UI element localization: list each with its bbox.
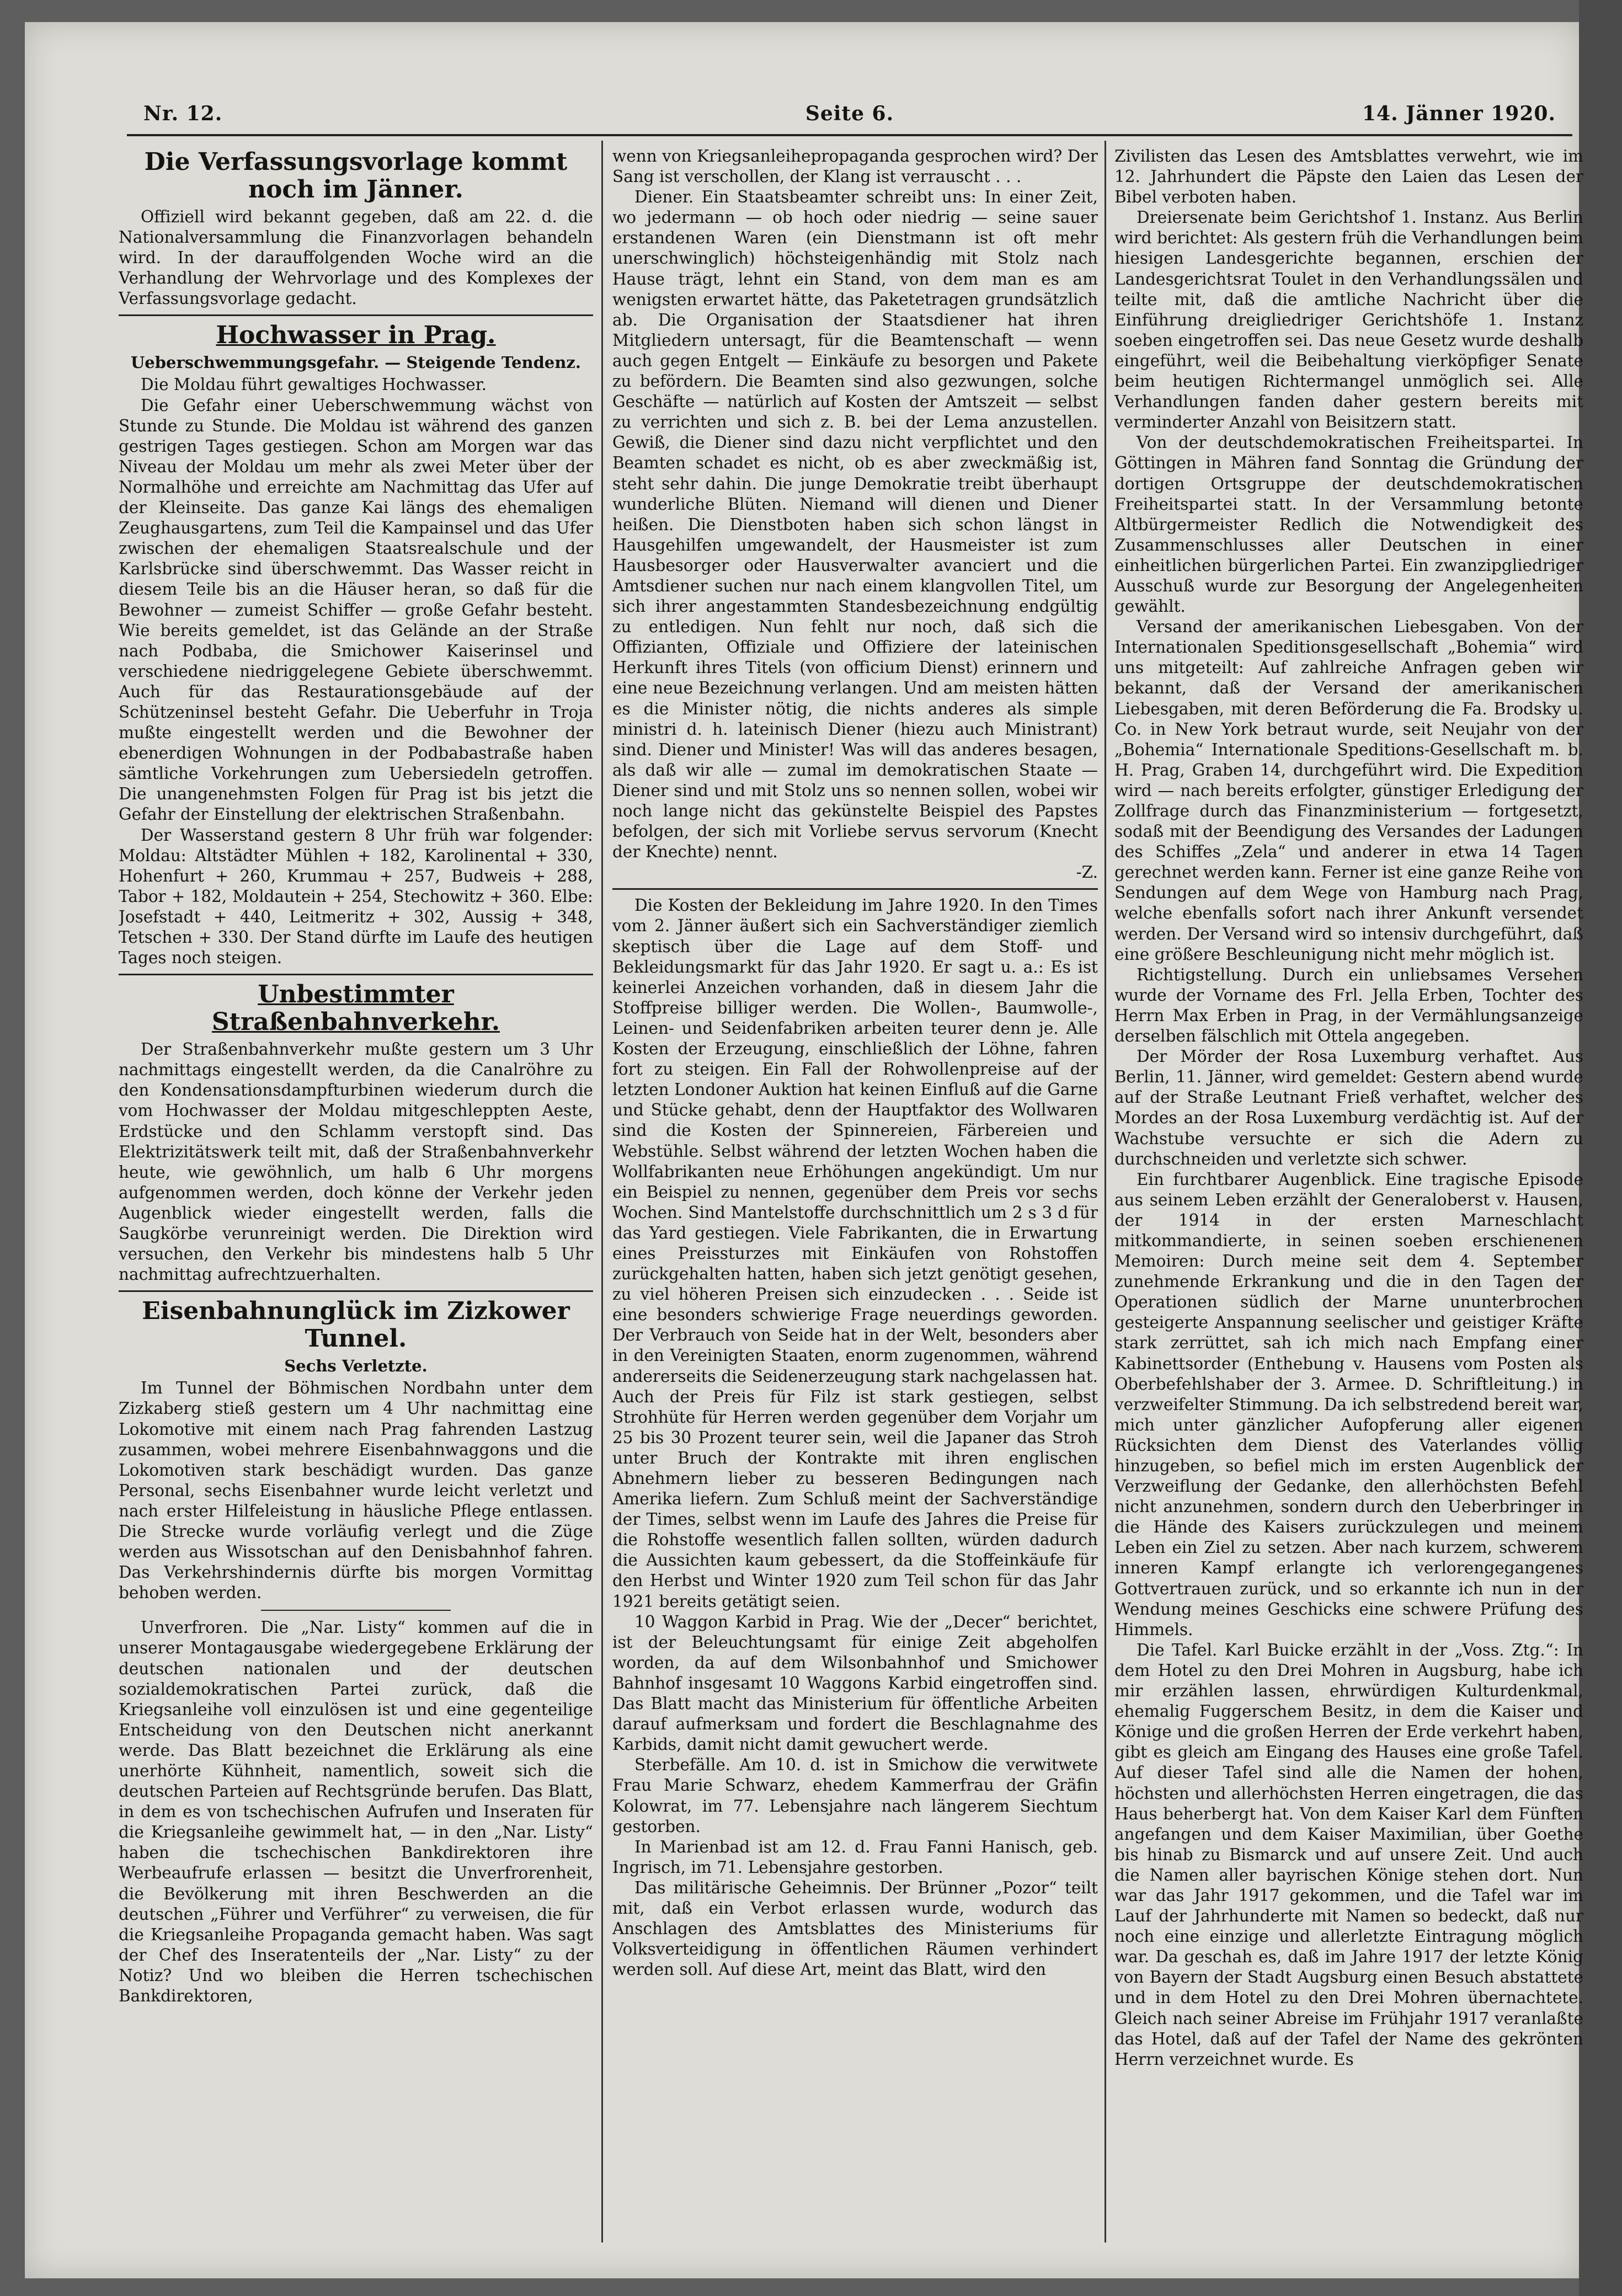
column-rule bbox=[1105, 141, 1106, 2242]
article-paragraph: Im Tunnel der Böhmischen Nordbahn unter dem Zizkaberg stieß gestern um 4 Uhr nachmittag eine Lokomotive mit einem nach Prag fahrenden Lastzug zusammen, wobei mehrere Eisenbahnwaggons und die Lokomotiven stark beschädigt wurden. Das ganze Personal, sechs Eisenbahner wurde leicht verletzt und nach erster Hilfeleistung in häusliche Pflege entlassen. Die Strecke wurde vorläufig verlegt und die Züge werden aus Wissotschan auf den Denisbahnhof fahren. Das Verkehrshindernis dürfte bis morgen Vormittag behoben werden. bbox=[119, 1379, 593, 1603]
article-paragraph: Die Tafel. Karl Buicke erzählt in der „Voss. Ztg.“: In dem Hotel zu den Drei Mohren in Augsburg, habe ich mir erzählen lassen, ehrwürdigen Kulturdenkmal, ehemalig Fuggerschem Besitz, in dem die Kaiser und Könige und die großen Herren der Erde verkehrt haben, gibt es gleich am Eingang des Hauses eine große Tafel. Auf dieser Tafel sind alle die Namen der hohen, höchsten und allerhöchsten Herren eingetragen, die das Haus beherbergt hat. Von dem Kaiser Karl dem Fünften angefangen und dem Kaiser Maximilian, über Goethe bis hinab zu Bismarck und auf unsere Zeit. Und auch die Namen aller bayrischen Könige stehen dort. Nun war das Jahr 1917 gekommen, und die Tafel war im Lauf der Jahrhunderte mit Namen so bedeckt, daß nur noch eine einzige und allerletzte Eintragung möglich war. Da geschah es, daß im Jahre 1917 der letzte König von Bayern der Stadt Augsburg einen Besuch abstattete und in dem Hotel zu den Drei Mohren übernachtete. Gleich nach seiner Abreise im Frühjahr 1917 veranlaßte das Hotel, daß auf der Tafel der Name des gekrönten Herrn verzeichnet wurde. Es bbox=[1114, 1640, 1583, 2069]
article-paragraph: Der Mörder der Rosa Luxemburg verhaftet. Aus Berlin, 11. Jänner, wird gemeldet: Gestern abend wurde auf der Straße Leutnant Frieß verhaftet, welcher des Mordes an der Rosa Luxemburg verdächtig ist. Auf der Wachstube versuchte er sich die Adern zu durchschneiden und verletzte sich schwer. bbox=[1114, 1047, 1583, 1168]
article-paragraph: Der Wasserstand gestern 8 Uhr früh war folgender: Moldau: Altstädter Mühlen + 182, Karolinental + 330, Hohenfurt + 260, Krummau + 257, Budweis + 288, Tabor + 182, Moldautein + 254, Stechowitz + 360. Elbe: Josefstadt + 440, Leitmeritz + 302, Aussig + 348, Tetschen + 330. Der Stand dürfte im Laufe des heutigen Tages noch steigen. bbox=[119, 825, 593, 968]
article-paragraph: Richtigstellung. Durch ein unliebsames Versehen wurde der Vorname des Frl. Jella Erben, Tochter des Herrn Max Erben in Prag, in der Vermählungsanzeige derselben fälschlich mit Ottela angegeben. bbox=[1114, 965, 1583, 1046]
column-3 bbox=[1114, 146, 1583, 2242]
column-rule bbox=[601, 141, 603, 2242]
column-1 bbox=[119, 146, 593, 2242]
article-paragraph: Dreiersenate beim Gerichtshof 1. Instanz. Aus Berlin wird berichtet: Als gestern früh die Verhandlungen beim hiesigen Landesgerichte begannen, erschien der Landesgerichtsrat Toulet in den Verhandlungssälen und teilte mit, daß die amtliche Nachricht über die Einführung dreigliedriger Gerichtshöfe 1. Instanz soeben eingetroffen sei. Das neue Gesetz wurde deshalb eingeführt, weil die Beibehaltung vierköpfiger Senate beim heutigen Richtermangel unmöglich sei. Alle Verhandlungen fanden daher gestern bereits mit verminderter Anzahl von Beisitzern statt. bbox=[1114, 208, 1583, 432]
article-paragraph: Offiziell wird bekannt gegeben, daß am 22. d. die Nationalversammlung die Finanzvorlagen behandeln wird. In der darauffolgenden Woche wird an die Verhandlung der Wehrvorlage und des Komplexes der Verfassungsvorlage gedacht. bbox=[119, 207, 593, 308]
article-paragraph: Von der deutschdemokratischen Freiheitspartei. In Göttingen in Mähren fand Sonntag die Gründung der dortigen Ortsgruppe der deutschdemokratischen Freiheitspartei statt. In der Versammlung betonte Altbürgermeister Redlich die Notwendigkeit des Zusammenschlusses aller Deutschen in einer einheitlichen bürgerlichen Partei. Ein zwanzipgliedriger Ausschuß wurde zur Besorgung der Angelegenheiten gewählt. bbox=[1114, 433, 1583, 616]
article-paragraph: Sterbefälle. Am 10. d. ist in Smichow die verwitwete Frau Marie Schwarz, ehedem Kammerfrau der Gräfin Kolowrat, im 77. Lebensjahre nach längerem Siechtum gestorben. bbox=[612, 1755, 1098, 1836]
article-headline: Die Verfassungsvorlage kommt noch im Jänner. bbox=[144, 148, 568, 204]
article-signature: -Z. bbox=[1076, 863, 1098, 882]
column-2 bbox=[612, 146, 1098, 2242]
scan-gutter bbox=[1579, 0, 1622, 2296]
article-headline: Eisenbahnunglück im Zizkower Tunnel. bbox=[142, 1297, 570, 1353]
article-paragraph: Die Moldau führt gewaltiges Hochwasser. bbox=[141, 375, 487, 394]
article-headline: Unbestimmter Straßenbahnverkehr. bbox=[211, 980, 500, 1037]
article-paragraph: Diener. Ein Staatsbeamter schreibt uns: In einer Zeit, wo jedermann — ob hoch oder niedrig — seine sauer erstandenen Waren (ein Dienstmann ist oft mehr unerschwinglich) höchsteigenhändig mit Stolz nach Hause trägt, lehnt ein Stand, von dem man es am wenigsten erwartet hätte, das Paketetragen grundsätzlich ab. Die Organisation der Staatsdiener hat ihren Mitgliedern untersagt, für die Beamtenschaft — wenn auch gegen Entgelt — Einkäufe zu besorgen und Pakete zu befördern. Die Beamten sind also gezwungen, solche Geschäfte — natürlich auf Kosten der Amtszeit — selbst zu verrichten und sich z. B. bei der Lema anzustellen. Gewiß, die Diener sind dazu nicht verpflichtet und den Beamten schadet es nicht, ob es aber zweckmäßig ist, steht sehr dahin. Die junge Demokratie treibt überhaupt wunderliche Blüten. Niemand will dienen und Diener heißen. Die Dienstboten haben sich schon längst in Hausgehilfen umgewandelt, der Hausmeister ist zum Hausbesorger oder Hausverwalter avanciert und die Amtsdiener suchen nur nach einem klangvollen Titel, um sich ihrer angestammten Standesbezeichnung endgültig zu entledigen. Nun fehlt nur noch, daß sich die Offizianten, Offiziale und Offiziere der lateinischen Herkunft ihres Titels (von officium Dienst) erinnern und eine neue Bezeichnung verlangen. Und am meisten hätten es die Minister nötig, die nichts anderes als simple ministri d. h. lateinisch Diener (hiezu auch Ministrant) sind. Diener und Minister! Was will das anderes besagen, als daß wir alle — zumal im demokratischen Staate — Diener sind und mit Stolz uns so nennen sollen, wobei wir noch lange nicht das gekünstelte Beispiel des Papstes befolgen, der sich mit Vorliebe servus servorum (Knecht der Knechte) nennt. bbox=[612, 188, 1098, 862]
article-headline: Hochwasser in Prag. bbox=[216, 321, 496, 350]
article-divider bbox=[119, 314, 593, 316]
article-subheadline: Ueberschwemmungsgefahr. — Steigende Tendenz. bbox=[131, 353, 581, 372]
article-paragraph: Der Straßenbahnverkehr mußte gestern um 3 Uhr nachmittags eingestellt werden, da die Canalröhre zu den Kondensationsdampfturbinen wiederum durch die vom Hochwasser der Moldau mitgeschleppten Aeste, Erdstücke und den Schlamm verstopft sind. Das Elektrizitätswerk teilt mit, daß der Straßenbahnverkehr heute, wie gewöhnlich, um halb 6 Uhr morgens aufgenommen werden, doch könne der Verkehr jeden Augenblick wieder eingestellt werden, falls die Saugkörbe verunreinigt werden. Die Direktion wird versuchen, den Verkehr bis mindestens halb 5 Uhr nachmittag aufrechtzuerhalten. bbox=[119, 1040, 593, 1284]
article-paragraph: Unverfroren. Die „Nar. Listy“ kommen auf die in unserer Montagausgabe wiedergegebene Erklärung der deutschen nationalen und der deutschen sozialdemokratischen Partei zurück, daß die Kriegsanleihe voll einzulösen ist und eine gegenteilige Entscheidung von den Deutschen nicht anerkannt werde. Das Blatt bezeichnet die Erklärung als eine unerhörte Kühnheit, namentlich, soweit sich die deutschen Parteien auf Rechtsgründe berufen. Das Blatt, in dem es von tschechischen Aufrufen und Inseraten für die Kriegsanleihe gewimmelt hat, — in den „Nar. Listy“ haben die tschechischen Bankdirektoren ihre Werbeaufrufe erlassen — besitzt die Unverfrorenheit, die Bevölkerung mit ihren Beschwerden an die deutschen „Führer und Verführer“ zu verweisen, die für die Kriegsanleihe Propaganda gemacht haben. Was sagt der Chef des Inseratenteils der „Nar. Listy“ zu der Notiz? Und wo bleiben die Herren tschechischen Bankdirektoren, bbox=[119, 1618, 593, 2006]
article-divider bbox=[612, 888, 1098, 890]
article-divider bbox=[119, 974, 593, 975]
article-paragraph: Das militärische Geheimnis. Der Brünner „Pozor“ teilt mit, daß ein Verbot erlassen wurde, wodurch das Anschlagen des Amtsblattes des Ministeriums für Volksverteidigung in öffentlichen Räumen verhindert werden soll. Auf diese Art, meint das Blatt, wird den bbox=[612, 1878, 1098, 1979]
article-paragraph: wenn von Kriegsanleihepropaganda gesprochen wird? Der Sang ist verschollen, der Klang ist verrauscht . . . bbox=[612, 147, 1098, 186]
article-paragraph: In Marienbad ist am 12. d. Frau Fanni Hanisch, geb. Ingrisch, im 71. Lebensjahre gestorben. bbox=[612, 1837, 1098, 1877]
article-paragraph: Ein furchtbarer Augenblick. Eine tragische Episode aus seinem Leben erzählt der Generaloberst v. Hausen, der 1914 in der ersten Marneschlacht mitkommandierte, in seinen soeben erschienenen Memoiren: Durch meine seit dem 4. September zunehmende Erkrankung und die in den Tagen der Operationen südlich der Marne ununterbrochen gesteigerte Anspannung seelischer und geistiger Kräfte stark zerrüttet, sah ich mich nach Empfang einer Kabinettsorder (Enthebung v. Hausens vom Posten als Oberbefehlshaber der 3. Armee. D. Schriftleitung.) in verzweifelter Stimmung. Da ich selbstredend bereit war, mich unter gänzlicher Aufopferung aller eigenen Rücksichten dem Dienst des Vaterlandes völlig hinzugeben, so befiel mich im ersten Augenblick der Verzweiflung der Gedanke, den allerhöchsten Befehl nicht anzunehmen, sondern durch den Ueberbringer in die Hände des Kaisers zurückzulegen und meinem Leben ein Ziel zu setzen. Aber nach kurzem, schwerem inneren Kampf erlangte ich verlorengegangenes Gottvertrauen zurück, und so erkannte ich nun in der Wendung meines Geschicks eine schwere Prüfung des Himmels. bbox=[1114, 1170, 1583, 1639]
article-paragraph: Versand der amerikanischen Liebesgaben. Von der Internationalen Speditionsgesellschaft „Bohemia“ wird uns mitgeteilt: Auf zahlreiche Anfragen geben wir bekannt, daß der Versand der amerikanischen Liebesgaben, mit deren Beförderung die Fa. Brodsky u. Co. in New York betraut wurde, seit Neujahr von der „Bohemia“ Internationale Speditions-Gesellschaft m. b. H. Prag, Graben 14, durchgeführt wird. Die Expedition wird — nach bereits erfolgter, günstiger Erledigung der Zollfrage durch das Finanzministerium — fortgesetzt, sodaß mit der Beendigung des Versandes der Ladungen des Schiffes „Zela“ und anderer in etwa 14 Tagen gerechnet werden kann. Ferner ist eine ganze Reihe von Sendungen auf dem Wege von Hamburg nach Prag, welche ebenfalls sofort nach ihrer Ankunft versendet werden. Der Versand wird so intensiv durchgeführt, daß eine größere Beschleunigung nicht mehr möglich ist. bbox=[1114, 617, 1583, 964]
article-paragraph: Die Gefahr einer Ueberschwemmung wächst von Stunde zu Stunde. Die Moldau ist während des ganzen gestrigen Tages gestiegen. Schon am Morgen war das Niveau der Moldau um mehr als zwei Meter über der Normalhöhe und erreichte am Nachmittag das Ufer auf der Kleinseite. Das ganze Kai längs des ehemaligen Zeughausgartens, zum Teil die Kampainsel und das Ufer zwischen der ehemaligen Staatsrealschule und der Karlsbrücke sind überschwemmt. Das Wasser reicht in diesem Teile bis an die Häuser heran, so daß für die Bewohner — zumeist Schiffer — große Gefahr besteht. Wie bereits gemeldet, ist das Gelände an der Straße nach Podbaba, die Smichower Kaiserinsel und verschiedene niedriggelegene Gebiete überschwemmt. Auch für das Restaurationsgebäude auf der Schützeninsel besteht Gefahr. Die Ueberfuhr in Troja mußte eingestellt werden und die Bewohner der ebenerdigen Wohnungen in der Podbabastraße haben sämtliche Vorkehrungen zum Uebersiedeln getroffen. Die unangenehmsten Folgen für Prag ist bis jetzt die Gefahr der Einstellung der elektrischen Straßenbahn. bbox=[119, 396, 593, 824]
article-subheadline: Sechs Verletzte. bbox=[284, 1357, 428, 1376]
article-divider bbox=[261, 1610, 451, 1611]
article-divider bbox=[119, 1290, 593, 1292]
page-label: Seite 6. bbox=[805, 102, 894, 125]
article-paragraph: 10 Waggon Karbid in Prag. Wie der „Decer“ berichtet, ist der Beleuchtungsamt für einige Zeit abgeholfen worden, da auf dem Wilsonbahnhof und Smichower Bahnhof insgesamt 10 Waggons Karbid eingetroffen sind. Das Blatt macht das Ministerium für öffentliche Arbeiten darauf aufmerksam und fordert die Beschlagnahme des Karbids, damit nicht damit gewuchert werde. bbox=[612, 1612, 1098, 1754]
article-paragraph: Die Kosten der Bekleidung im Jahre 1920. In den Times vom 2. Jänner äußert sich ein Sachverständiger ziemlich skeptisch über die Lage auf dem Stoff- und Bekleidungsmarkt für das Jahr 1920. Er sagt u. a.: Es ist keinerlei Anzeichen vorhanden, daß in diesem Jahr die Stoffpreise billiger werden. Die Wollen-, Baumwolle-, Leinen- und Seidenfabriken arbeiten teurer denn je. Alle Kosten der Erzeugung, einschließlich der Löhne, fahren fort zu steigen. Ein Fall der Rohwollenpreise auf der letzten Londoner Auktion hat keinen Einfluß auf die Garne und Stücke gehabt, denn der Hauptfaktor des Wollwaren sind die Kosten der Spinnereien, Färbereien und Webstühle. Selbst während der letzten Wochen haben die Wollfabrikanten neue Erhöhungen angekündigt. Um nur ein Beispiel zu nennen, gegenüber dem Preis vor sechs Wochen. Sind Mantelstoffe durchschnittlich um 2 s 3 d für das Yard gestiegen. Viele Fabrikanten, die in Erwartung eines Preissturzes mit Einkäufen von Rohstoffen zurückgehalten hatten, haben sich jetzt genötigt gesehen, zu viel höheren Preisen sich einzudecken . . . Seide ist eine besonders schwierige Frage neuerdings geworden. Der Verbrauch von Seide hat in der Welt, besonders aber in den Vereinigten Staaten, enorm zugenommen, während andererseits die Seidenerzeugung stark nachgelassen hat. Auch der Preis für Filz ist stark gestiegen, selbst Strohhüte für Herren werden gegenüber dem Vorjahr um 25 bis 30 Prozent teurer sein, weil die Japaner das Stroh unter Bruch der Kontrakte mit ihren englischen Abnehmern lieber zu besseren Bedingungen nach Amerika liefern. Zum Schluß meint der Sachverständige der Times, selbst wenn im Laufe des Jahres die Preise für die Rohstoffe wesentlich fallen sollten, würden dadurch die Aussichten kaum gebessert, da die Stoffeinkäufe für den Herbst und Winter 1920 zum Teil schon für das Jahr 1921 bereits getätigt seien. bbox=[612, 896, 1098, 1611]
issue-date: 14. Jänner 1920. bbox=[1362, 102, 1556, 125]
issue-number: Nr. 12. bbox=[143, 102, 223, 125]
article-paragraph: Zivilisten das Lesen des Amtsblattes verwehrt, wie im 12. Jahrhundert die Päpste den Laien das Lesen der Bibel verboten haben. bbox=[1114, 147, 1583, 207]
header-rule bbox=[127, 134, 1572, 136]
